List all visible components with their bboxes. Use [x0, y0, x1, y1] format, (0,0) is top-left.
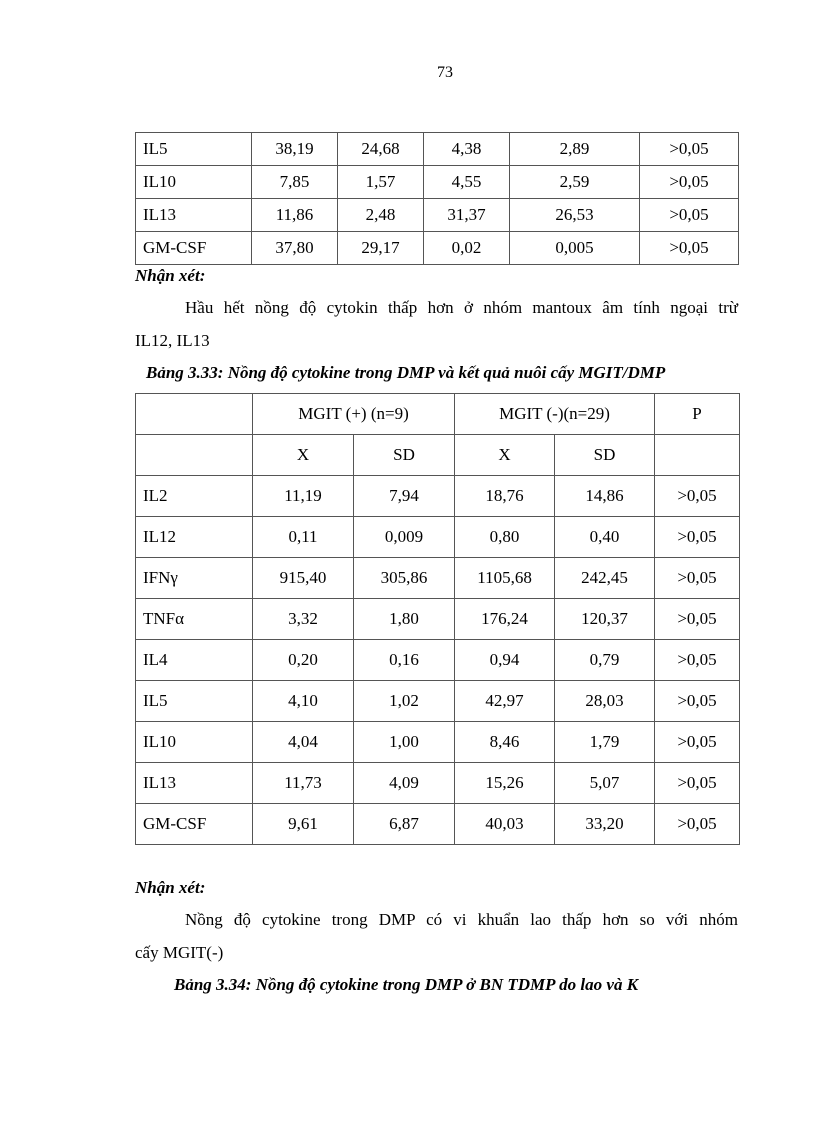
value-cell: 3,32 [253, 599, 354, 640]
cytokine-table-continued [135, 132, 739, 265]
row-label-cell: IL13 [136, 199, 252, 232]
header-cell [655, 435, 740, 476]
value-cell: 4,38 [424, 133, 510, 166]
value-cell: >0,05 [655, 722, 740, 763]
table-header-row-2 [136, 435, 740, 476]
value-cell: >0,05 [655, 640, 740, 681]
value-cell: 1,57 [338, 166, 424, 199]
value-cell: 29,17 [338, 232, 424, 265]
value-cell: 176,24 [455, 599, 555, 640]
header-x: X [455, 435, 555, 476]
value-cell: 9,61 [253, 804, 354, 845]
value-cell: 11,86 [252, 199, 338, 232]
value-cell: >0,05 [655, 681, 740, 722]
header-cell [136, 394, 253, 435]
value-cell: 305,86 [354, 558, 455, 599]
table-row [136, 804, 740, 845]
row-label-cell: IFNγ [136, 558, 253, 599]
value-cell: 242,45 [555, 558, 655, 599]
value-cell: >0,05 [640, 199, 739, 232]
value-cell: >0,05 [640, 133, 739, 166]
value-cell: 37,80 [252, 232, 338, 265]
value-cell: 0,20 [253, 640, 354, 681]
table-row [136, 476, 740, 517]
value-cell: 42,97 [455, 681, 555, 722]
value-cell: >0,05 [655, 517, 740, 558]
value-cell: 15,26 [455, 763, 555, 804]
table-row [136, 199, 739, 232]
value-cell: 4,09 [354, 763, 455, 804]
header-sd: SD [354, 435, 455, 476]
header-cell [136, 435, 253, 476]
row-label-cell: TNFα [136, 599, 253, 640]
value-cell: 4,04 [253, 722, 354, 763]
note-text-2-line1: Nồng độ cytokine trong DMP có vi khuẩn lao thấp hơn so với nhóm [185, 910, 738, 929]
value-cell: 8,46 [455, 722, 555, 763]
header-x: X [253, 435, 354, 476]
row-label-cell: IL10 [136, 722, 253, 763]
note-text-1-line1: Hầu hết nồng độ cytokin thấp hơn ở nhóm mantoux âm tính ngoại trừ [185, 298, 738, 317]
value-cell: 1,80 [354, 599, 455, 640]
value-cell: 0,005 [510, 232, 640, 265]
value-cell: 0,02 [424, 232, 510, 265]
value-cell: >0,05 [640, 232, 739, 265]
value-cell: 2,89 [510, 133, 640, 166]
value-cell: 2,59 [510, 166, 640, 199]
header-mgit-negative: MGIT (-)(n=29) [455, 394, 655, 435]
value-cell: 28,03 [555, 681, 655, 722]
table-row [136, 133, 739, 166]
value-cell: 4,55 [424, 166, 510, 199]
table-row [136, 558, 740, 599]
value-cell: 0,009 [354, 517, 455, 558]
value-cell: 0,11 [253, 517, 354, 558]
value-cell: 0,80 [455, 517, 555, 558]
note-label-1: Nhận xét: [135, 266, 206, 285]
value-cell: 7,85 [252, 166, 338, 199]
value-cell: 24,68 [338, 133, 424, 166]
table-row [136, 681, 740, 722]
value-cell: 1,79 [555, 722, 655, 763]
row-label-cell: GM-CSF [136, 804, 253, 845]
value-cell: 11,73 [253, 763, 354, 804]
table-row [136, 166, 739, 199]
table-row [136, 599, 740, 640]
value-cell: >0,05 [655, 599, 740, 640]
value-cell: 31,37 [424, 199, 510, 232]
value-cell: >0,05 [640, 166, 739, 199]
row-label-cell: IL10 [136, 166, 252, 199]
row-label-cell: IL4 [136, 640, 253, 681]
value-cell: >0,05 [655, 763, 740, 804]
row-label-cell: IL5 [136, 681, 253, 722]
value-cell: 38,19 [252, 133, 338, 166]
table-row [136, 640, 740, 681]
table-row [136, 722, 740, 763]
table-row [136, 232, 739, 265]
note-text-2-line2: cấy MGIT(-) [135, 943, 224, 962]
value-cell: >0,05 [655, 804, 740, 845]
page-number: 73 [437, 64, 453, 81]
value-cell: 0,79 [555, 640, 655, 681]
table-caption-3-33: Bảng 3.33: Nồng độ cytokine trong DMP và kết quả nuôi cấy MGIT/DMP [146, 363, 666, 382]
value-cell: 0,40 [555, 517, 655, 558]
row-label-cell: IL5 [136, 133, 252, 166]
value-cell: 1,02 [354, 681, 455, 722]
cytokine-mgit-table [135, 393, 740, 845]
note-text-1-line2: IL12, IL13 [135, 331, 210, 350]
value-cell: 26,53 [510, 199, 640, 232]
header-p: P [655, 394, 740, 435]
value-cell: 6,87 [354, 804, 455, 845]
value-cell: 0,94 [455, 640, 555, 681]
table-row [136, 517, 740, 558]
value-cell: 40,03 [455, 804, 555, 845]
row-label-cell: GM-CSF [136, 232, 252, 265]
value-cell: 915,40 [253, 558, 354, 599]
header-mgit-positive: MGIT (+) (n=9) [253, 394, 455, 435]
value-cell: 4,10 [253, 681, 354, 722]
value-cell: >0,05 [655, 476, 740, 517]
value-cell: 7,94 [354, 476, 455, 517]
value-cell: 1,00 [354, 722, 455, 763]
row-label-cell: IL13 [136, 763, 253, 804]
value-cell: 1105,68 [455, 558, 555, 599]
value-cell: 0,16 [354, 640, 455, 681]
table-caption-3-34: Bảng 3.34: Nồng độ cytokine trong DMP ở BN TDMP do lao và K [174, 975, 639, 994]
value-cell: 2,48 [338, 199, 424, 232]
note-label-2: Nhận xét: [135, 878, 206, 897]
value-cell: 11,19 [253, 476, 354, 517]
table-header-row-1 [136, 394, 740, 435]
value-cell: 5,07 [555, 763, 655, 804]
row-label-cell: IL12 [136, 517, 253, 558]
table-row [136, 763, 740, 804]
row-label-cell: IL2 [136, 476, 253, 517]
value-cell: 33,20 [555, 804, 655, 845]
value-cell: >0,05 [655, 558, 740, 599]
value-cell: 14,86 [555, 476, 655, 517]
value-cell: 18,76 [455, 476, 555, 517]
header-sd: SD [555, 435, 655, 476]
value-cell: 120,37 [555, 599, 655, 640]
